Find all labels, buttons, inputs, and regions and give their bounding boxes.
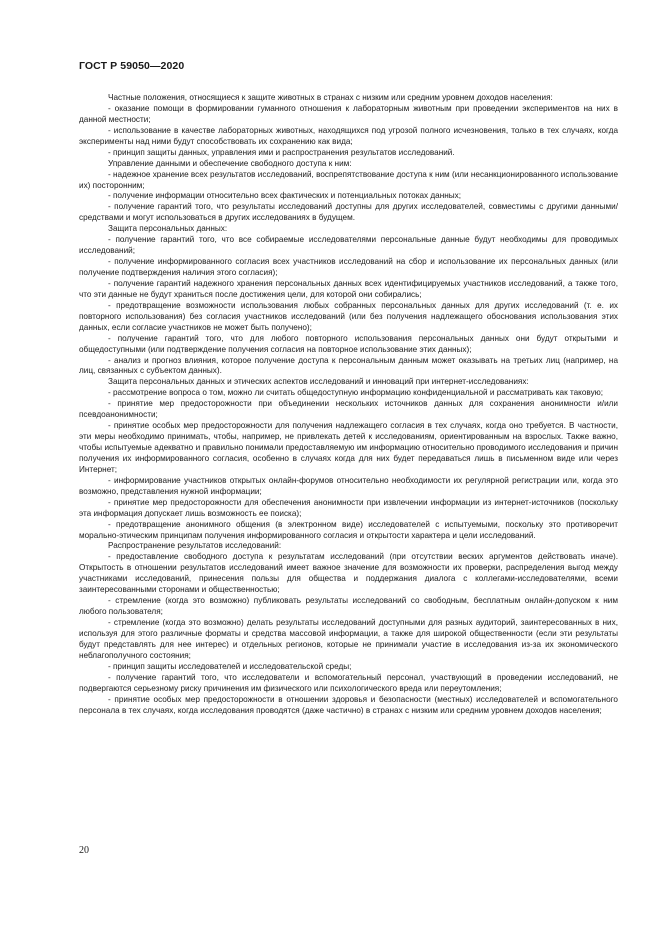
paragraph: - оказание помощи в формировании гуманного отношения к лабораторным животным при проведении экспериментов на них в данной местности;	[79, 103, 618, 124]
paragraph: - информирование участников открытых онлайн-форумов относительно необходимости их регулярной регистрации или, когда это возможно, представления нужной информации;	[79, 475, 618, 496]
paragraph: - принцип защиты исследователей и исследовательской среды;	[108, 661, 352, 671]
paragraph: - принятие мер предосторожности при объединении нескольких источников данных для сохранения анонимности и/или псевдоанонимности;	[79, 399, 618, 420]
paragraph: - принятие особых мер предосторожности для получения надлежащего согласия в тех случаях, когда оно требуется. В частности, эти меры необходимо принимать, чтобы, например, не привлекать детей к исследованиям, ориентированным на взрослых. Также важно, чтобы испытуемые адекватно и правильно понимали предоставляемую им информацию относительно проводимого исследования и причин получения их информированного согласия, особенно в случаях когда для них будет передаваться лишь в письменном виде или через Интернет;	[79, 421, 618, 474]
paragraph: Защита персональных данных и этических аспектов исследований и инноваций при интернет-исследованиях:	[108, 377, 529, 387]
paragraph: - надежное хранение всех результатов исследований, воспрепятствование доступа к ним (или несанкционированного использование их) посторонним;	[79, 169, 618, 190]
paragraph: - получение информации относительно всех фактических и потенциальных потоках данных;	[108, 191, 462, 201]
paragraph: Управление данными и обеспечение свободного доступа к ним:	[108, 158, 352, 168]
paragraph: - получение гарантий того, что для любого повторного использования персональных данных они будут открытыми и общедоступными (или подтверждение получения согласия на повторное использование этих данных);	[79, 333, 618, 354]
document-header: ГОСТ Р 59050—2020	[79, 60, 185, 72]
paragraph: - принятие особых мер предосторожности в отношении здоровья и безопасности (местных) исследователей и вспомогательного персонала в тех случаях, когда исследования проводятся (даже частично) в странах с низким или средним уровнем доходов населения;	[79, 694, 618, 715]
paragraph: - принцип защиты данных, управления ими и распространения результатов исследований.	[108, 147, 455, 157]
page-number: 20	[79, 845, 89, 856]
paragraph: Частные положения, относящиеся к защите животных в странах с низким или средним уровнем доходов населения:	[108, 93, 553, 102]
document-body	[79, 93, 618, 716]
paragraph: - получение гарантий надежного хранения персональных данных всех идентифицируемых участников исследований, а также того, что эти данные не будут храниться после достижения цели, для которой они собирались;	[79, 278, 618, 299]
paragraph: - получение информированного согласия всех участников исследований на сбор и использование их персональных данных (или получение подтверждения наличия этого согласия);	[79, 257, 618, 277]
paragraph: - принятие мер предосторожности для обеспечения анонимности при извлечении информации из интернет-источников (поскольку эта информация допускает лишь возможность ее поиска);	[79, 497, 618, 518]
paragraph: - предоставление свободного доступа к результатам исследований (при отсутствии веских аргументов действовать иначе). Открытость в отношении результатов исследований имеет важное значение для возможности их проверки, распределения выгод между участниками исследований, принесения пользы для общества и поддержания диалога с коллегами-исследователями, всеми заинтересованными сторонами и общественностью;	[79, 552, 618, 595]
paragraph: - предотвращение анонимного общения (в электронном виде) исследователей с испытуемыми, поскольку это противоречит морально-этическим принципам получения информированного согласия и открытости характера и цели исследований.	[79, 519, 618, 540]
paragraph: Защита персональных данных:	[108, 224, 228, 234]
paragraph: Распространение результатов исследований:	[108, 541, 282, 551]
paragraph: - стремление (когда это возможно) публиковать результаты исследований со свободным, бесплатным онлайн-допуском к ним любого пользователя;	[79, 596, 618, 617]
paragraph: - стремление (когда это возможно) делать результаты исследований доступными для разных аудиторий, заинтересованных в них, используя для этого различные форматы и средства массовой информации, а также для широкой общественности (если эти результаты будут представлять для нее интерес) и отдельных регионов, которые не принимали участие в исследования из-за их экономического неблагополучного состояния;	[79, 618, 618, 660]
paragraph: - получение гарантий того, что результаты исследований доступны для других исследователей, совместимы с другими данными/средствами и могут использоваться в других исследованиях в будущем.	[79, 202, 618, 223]
paragraph: - использование в качестве лабораторных животных, находящихся под угрозой полного исчезновения, только в тех случаях, когда эксперименты над ними будут способствовать их сохранению как вида;	[79, 125, 618, 146]
paragraph: - анализ и прогноз влияния, которое получение доступа к персональным данным может оказывать на третьих лиц (например, на лиц, связанных с субъектом данных).	[79, 355, 618, 376]
paragraph: - предотвращение возможности использования любых собранных персональных данных для других исследований (т. е. их повторного использования) без согласия участников исследований (или без получения надлежащего обоснования использования этих данных, если согласие участников не может быть получено);	[79, 300, 618, 332]
paragraph: - получение гарантий того, что исследователи и вспомогательный персонал, участвующий в проведении исследований, не подвергаются серьезному риску причинения им физического или психологического вреда или переутомления;	[79, 672, 618, 693]
paragraph: - получение гарантий того, что все собираемые исследователями персональные данные будут необходимы для проводимых исследований;	[79, 235, 618, 256]
paragraph: - рассмотрение вопроса о том, можно ли считать общедоступную информацию конфиденциальной и рассматривать как таковую;	[108, 388, 604, 398]
